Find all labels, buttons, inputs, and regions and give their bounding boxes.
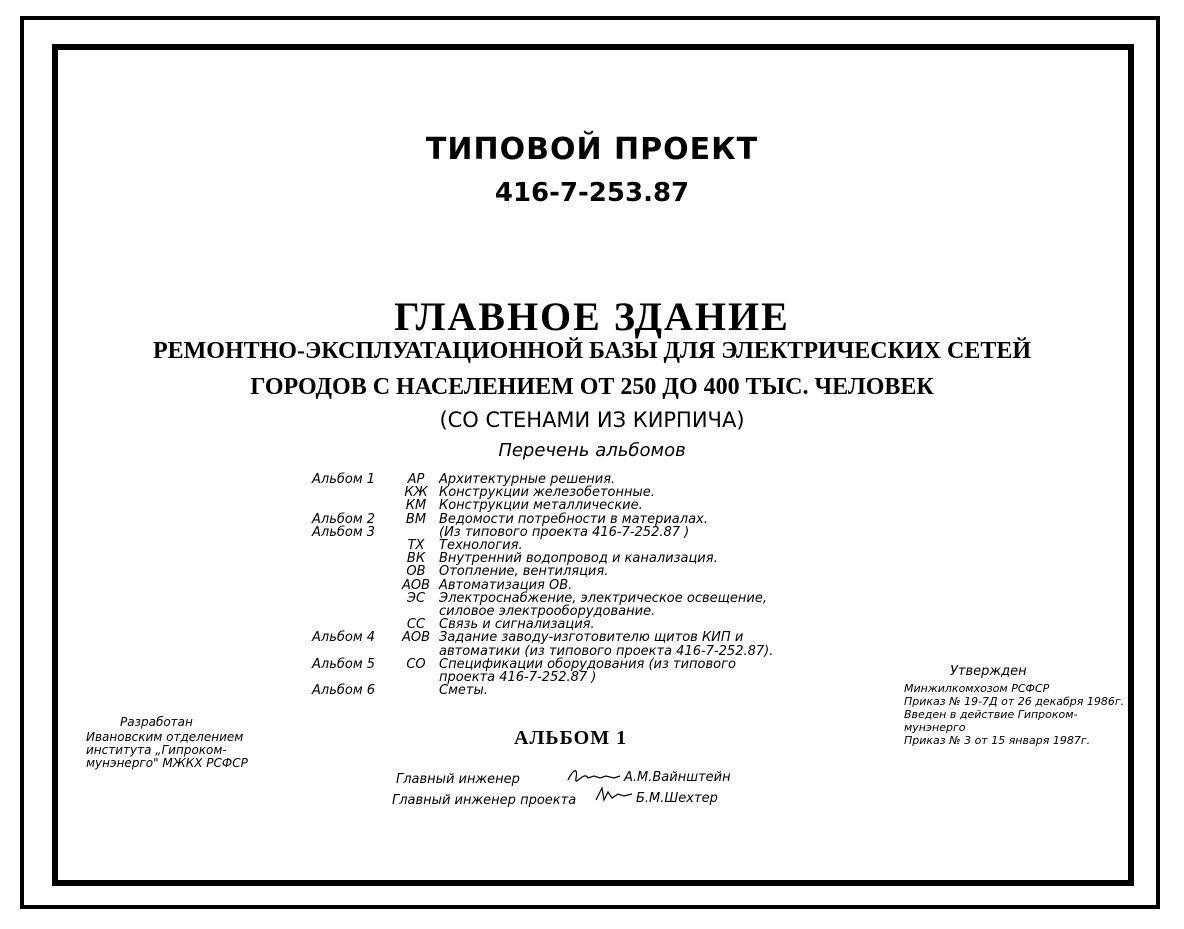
album-section-text: Отопление, вентиляция.	[439, 564, 609, 579]
album-section-text: Спецификации оборудования (из типового	[439, 657, 736, 672]
building-subtitle-line1: РЕМОНТНО-ЭКСПЛУАТАЦИОННОЙ БАЗЫ ДЛЯ ЭЛЕКТРИЧЕСКИХ СЕТЕЙ	[152, 338, 1032, 364]
developer-heading: Разработан	[120, 715, 193, 729]
album-number: Альбом 6	[312, 683, 376, 698]
album-section-code: КМ	[405, 498, 427, 513]
approval-line: Приказ № 19-7Д от 26 декабря 1986г.	[904, 695, 1125, 708]
album-number: Альбом 1	[312, 472, 376, 487]
project-engineer-role: Главный инженер проекта	[392, 793, 577, 808]
approval-heading: Утвержден	[950, 664, 1027, 679]
building-subtitle-line2: ГОРОДОВ С НАСЕЛЕНИЕМ ОТ 250 ДО 400 ТЫС. ЧЕЛОВЕК	[250, 374, 934, 400]
approval-line: Приказ № 3 от 15 января 1987г.	[904, 734, 1091, 747]
album-section-text: (Из типового проекта 416-7-252.87 )	[439, 525, 690, 540]
building-title: ГЛАВНОЕ ЗДАНИЕ	[394, 294, 790, 339]
approval-line: Минжилкомхозом РСФСР	[904, 682, 1050, 695]
album-section-text: Конструкции железобетонные.	[439, 485, 655, 500]
album-section-text: Ведомости потребности в материалах.	[439, 512, 708, 527]
album-section-text: Технология.	[439, 538, 523, 553]
album-section-code: АОВ	[401, 578, 431, 593]
album-section-text: проекта 416-7-252.87 )	[439, 670, 597, 685]
album-section-code: СО	[406, 657, 426, 672]
album-section-text: силовое электрооборудование.	[439, 604, 656, 619]
developer-line: института „Гипроком-	[86, 743, 227, 757]
album-section-text: Конструкции металлические.	[439, 498, 643, 513]
album-section-text: автоматики (из типового проекта 416-7-252.87).	[439, 644, 774, 659]
album-section-code: АР	[407, 472, 425, 487]
album-section-text: Электроснабжение, электрическое освещение,	[439, 591, 767, 606]
chief-engineer-name: А.М.Вайнштейн	[624, 770, 731, 785]
project-number: 416-7-253.87	[494, 178, 690, 208]
project-type-heading: ТИПОВОЙ ПРОЕКТ	[425, 132, 759, 167]
album-section-code: КЖ	[404, 485, 428, 500]
album-section-code: ВК	[406, 551, 426, 566]
album-section-text: Автоматизация ОВ.	[439, 578, 573, 593]
developer-line: Ивановским отделением	[86, 730, 244, 744]
album-number: Альбом 2	[312, 512, 376, 527]
album-section-code: ЭС	[406, 591, 426, 606]
album-list-title: Перечень альбомов	[498, 440, 686, 461]
album-section-text: Внутренний водопровод и канализация.	[439, 551, 718, 566]
album-section-code: СС	[406, 617, 426, 632]
album-section-code: ОВ	[406, 564, 426, 579]
approval-line: Введен в действие Гипроком-	[904, 708, 1078, 721]
album-section-text: Задание заводу-изготовителю щитов КИП и	[439, 630, 744, 645]
album-section-text: Архитектурные решения.	[439, 472, 616, 487]
album-number: Альбом 3	[312, 525, 376, 540]
album-section-text: Сметы.	[439, 683, 488, 698]
album-section-text: Связь и сигнализация.	[439, 617, 595, 632]
album-number: Альбом 4	[312, 630, 376, 645]
project-engineer-name: Б.М.Шехтер	[636, 791, 718, 806]
album-section-code: ВМ	[405, 512, 427, 527]
wall-material-note: (СО СТЕНАМИ ИЗ КИРПИЧА)	[439, 408, 745, 432]
chief-engineer-signature	[566, 766, 622, 786]
chief-engineer-role: Главный инженер	[396, 772, 520, 787]
album-label: АЛЬБОМ 1	[514, 727, 628, 749]
developer-line: мунэнерго" МЖКХ РСФСР	[86, 756, 248, 770]
album-number: Альбом 5	[312, 657, 376, 672]
album-section-code: ТХ	[407, 538, 425, 553]
project-engineer-signature	[594, 784, 636, 806]
album-section-code: АОВ	[401, 630, 431, 645]
approval-line: мунэнерго	[904, 721, 966, 734]
